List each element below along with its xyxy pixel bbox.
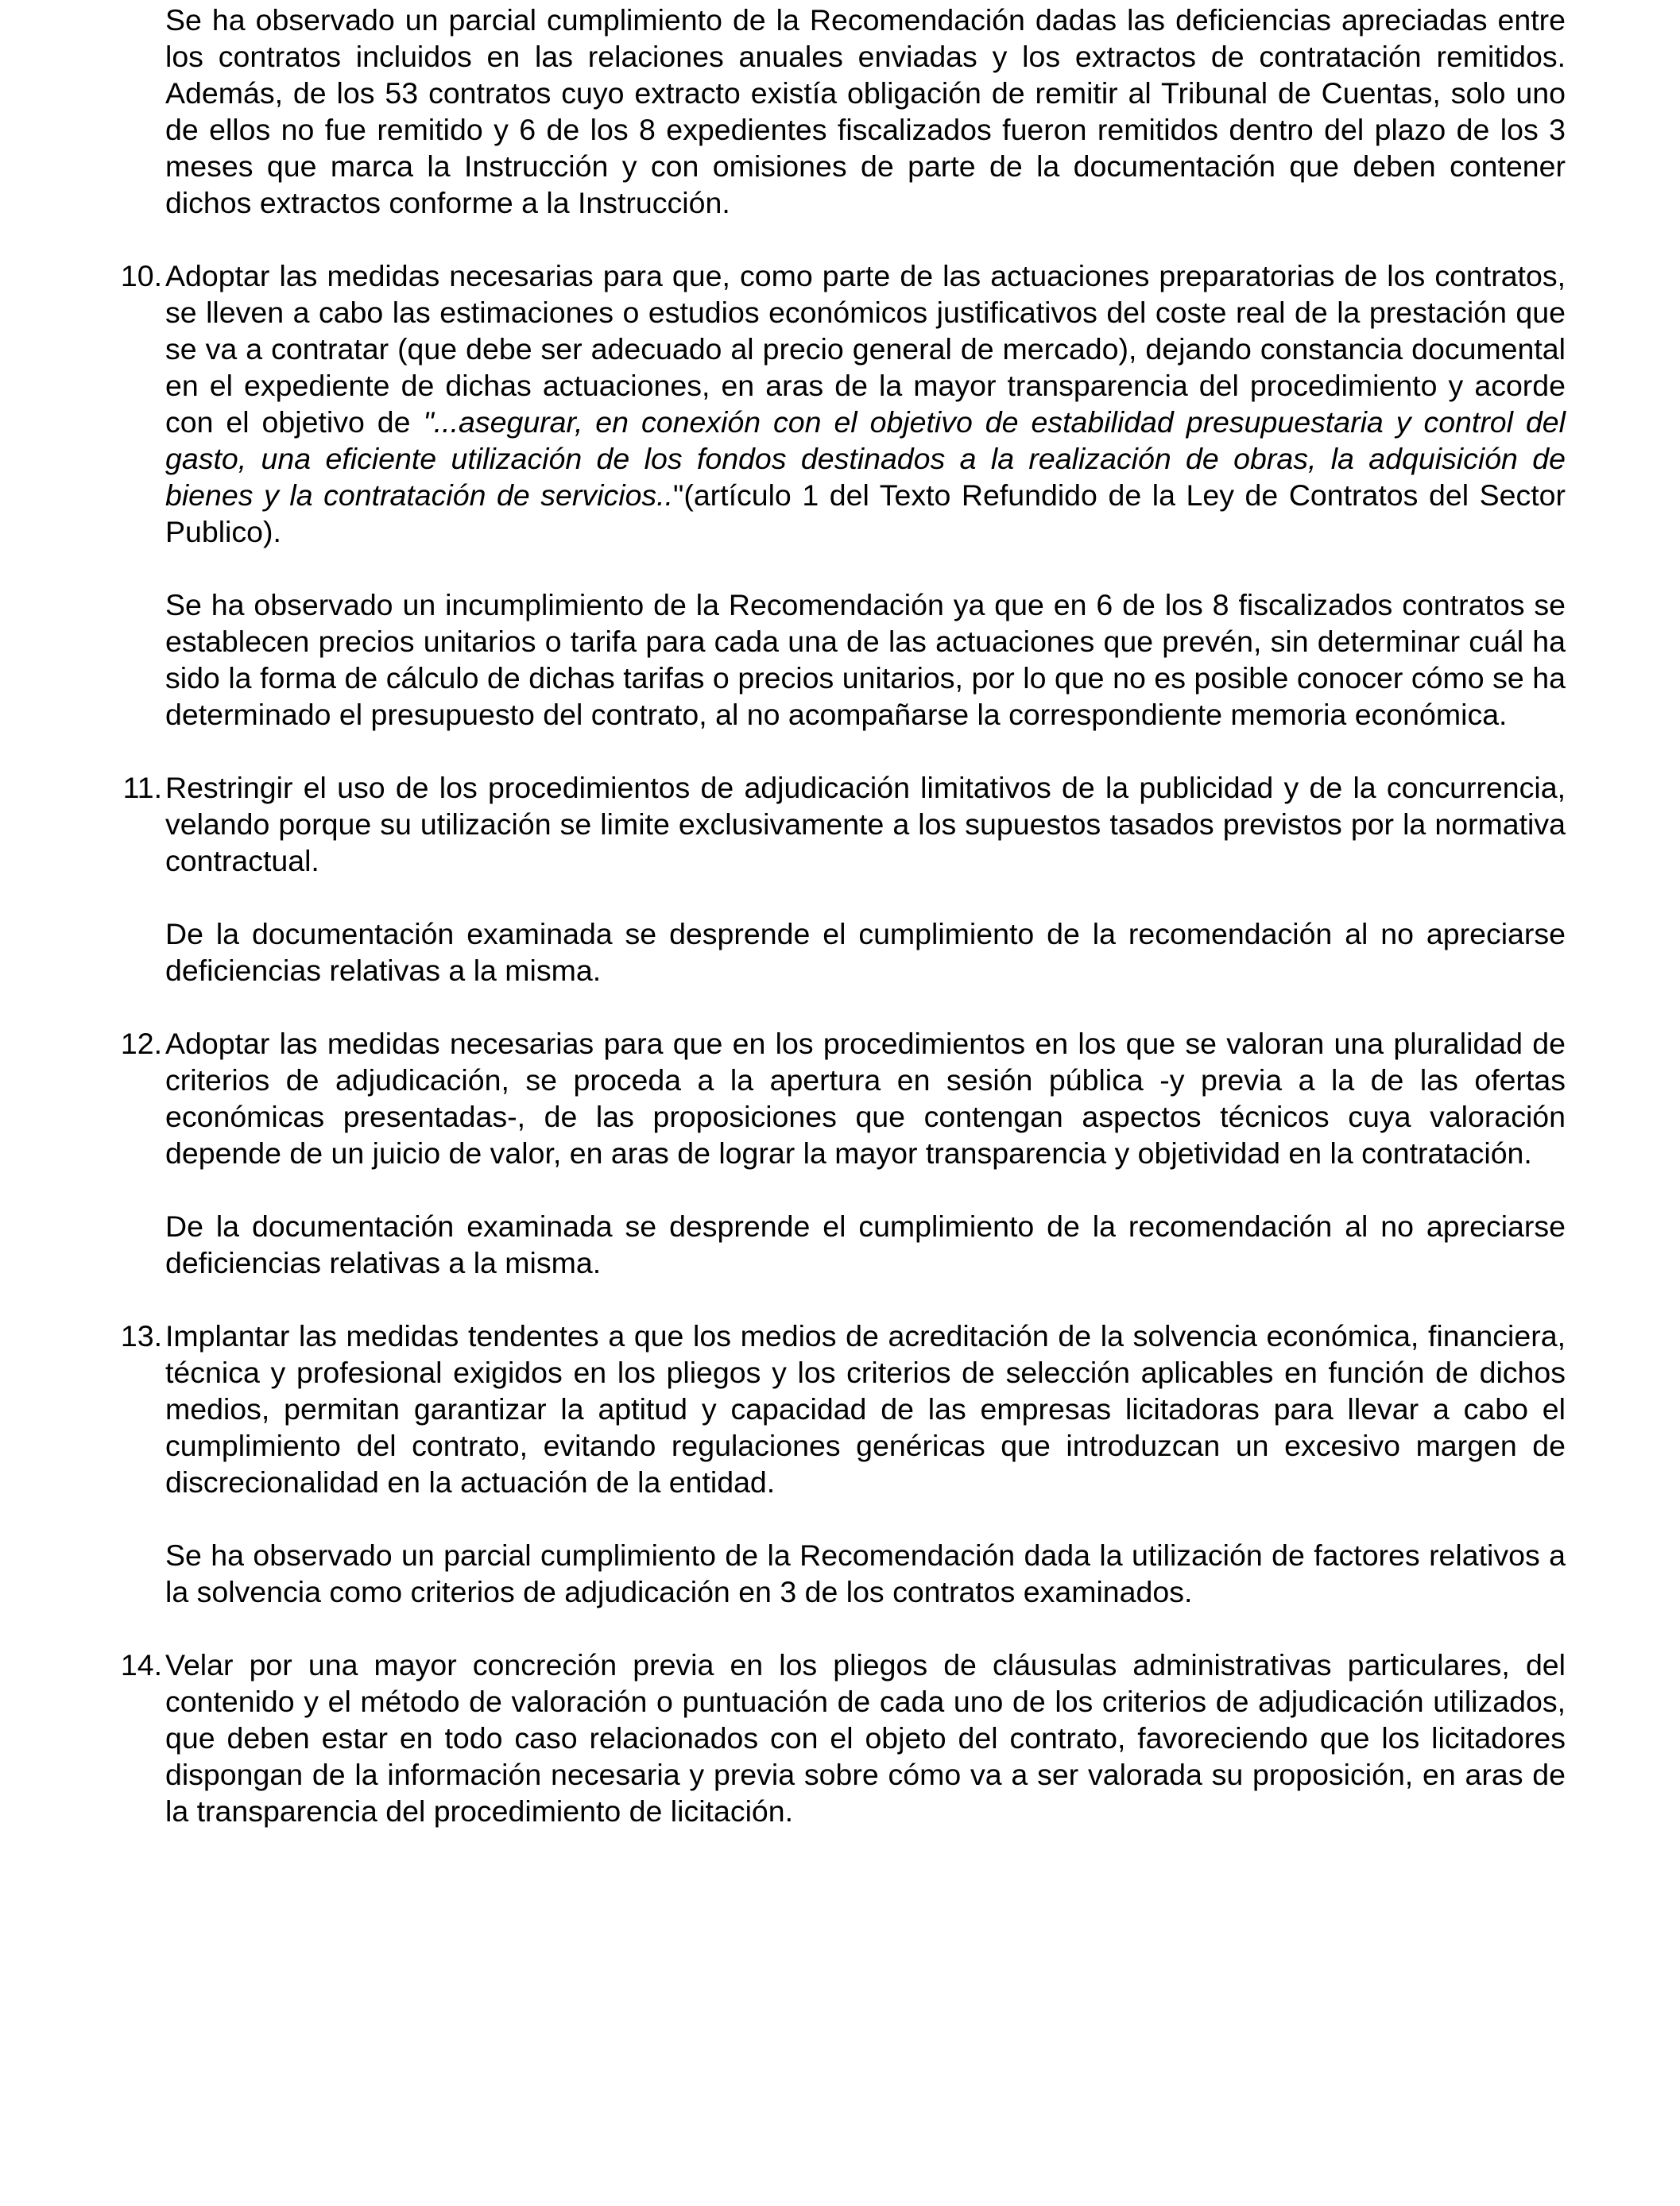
recommendation-text: Restringir el uso de los procedimientos de adjudicación limitativos de la publicidad y de la concurrencia, velando porque su utilización se limite exclusivamente a los supuestos tasados previstos por la normativa contractual. [165, 771, 1566, 877]
finding-13 [111, 1537, 1566, 1610]
recommendation-11 [111, 769, 1566, 879]
recommendation-10 [111, 257, 1566, 550]
document-body [111, 2, 1566, 1866]
finding-paragraph: Se ha observado un parcial cumplimiento de la Recomendación dadas las deficiencias apreciadas entre los contratos incluidos en las relaciones anuales enviadas y los extractos de contratación remitidos. Además, de los 53 contratos cuyo extracto existía obligación de remitir al Tribunal de Cuentas, solo uno de ellos no fue remitido y 6 de los 8 expedientes fiscalizados fueron remitidos dentro del plazo de los 3 meses que marca la Instrucción y con omisiones de parte de la documentación que deben contener dichos extractos conforme a la Instrucción. [165, 3, 1566, 219]
finding-paragraph: De la documentación examinada se desprende el cumplimiento de la recomendación al no apreciarse deficiencias relativas a la misma. [165, 917, 1566, 987]
recommendation-text: Velar por una mayor concreción previa en los pliegos de cláusulas administrativas particulares, del contenido y el método de valoración o puntuación de cada uno de los criterios de adjudicación utilizados, que deben estar en todo caso relacionados con el objeto del contrato, favoreciendo que los licitadores dispongan de la información necesaria y previa sobre cómo va a ser valorada su proposición, en aras de la transparencia del procedimiento de licitación. [165, 1648, 1566, 1828]
recommendation-text: Implantar las medidas tendentes a que los medios de acreditación de la solvencia económica, financiera, técnica y profesional exigidos en los pliegos y los criterios de selección aplicables en función de dichos medios, permitan garantizar la aptitud y capacidad de las empresas licitadoras para llevar a cabo el cumplimiento del contrato, evitando regulaciones genéricas que introduzcan un excesivo margen de discrecionalidad en la actuación de la entidad. [165, 1319, 1566, 1499]
finding-12 [111, 1208, 1566, 1281]
recommendation-text-part: "(artículo 1 del Texto Refundido de la Ley de Contratos del Sector Publico). [165, 478, 1566, 548]
recommendation-number: 11. [122, 771, 162, 804]
recommendation-13 [111, 1318, 1566, 1500]
finding-10 [111, 586, 1566, 733]
recommendation-text [165, 257, 1566, 550]
finding-11 [111, 915, 1566, 989]
recommendation-text: Adoptar las medidas necesarias para que en los procedimientos en los que se valoran una pluralidad de criterios de adjudicación, se proceda a la apertura en sesión pública -y previa a la de las ofertas económicas presentadas-, de las proposiciones que contengan aspectos técnicos cuya valoración depende de un juicio de valor, en aras de lograr la mayor transparencia y objetividad en la contratación. [165, 1027, 1566, 1170]
recommendation-number: 10. [120, 259, 162, 292]
recommendation-number: 14. [120, 1648, 162, 1682]
finding-paragraph: Se ha observado un parcial cumplimiento de la Recomendación dada la utilización de factores relativos a la solvencia como criterios de adjudicación en 3 de los contratos examinados. [165, 1538, 1566, 1608]
finding-paragraph: Se ha observado un incumplimiento de la Recomendación ya que en 6 de los 8 fiscalizados contratos se establecen precios unitarios o tarifa para cada una de las actuaciones que prevén, sin determinar cuál ha sido la forma de cálculo de dichas tarifas o precios unitarios, por lo que no es posible conocer cómo se ha determinado el presupuesto del contrato, al no acompañarse la correspondiente memoria económica. [165, 588, 1566, 731]
legal-quote: "...asegurar, en conexión con el objetivo de estabilidad presupuestaria y control del gasto, una eficiente utilización de los fondos destinados a la realización de obras, la adquisición de bienes y la contratación de servicios.. [165, 405, 1566, 512]
intro-finding [111, 2, 1566, 221]
recommendation-text-part: Adoptar las medidas necesarias para que, como parte de las actuaciones preparatorias de los contratos, se lleven a cabo las estimaciones o estudios económicos justificativos del coste real de la prestación que se va a contratar (que debe ser adecuado al precio general de mercado), dejando constancia documental en el expediente de dichas actuaciones, en aras de la mayor transparencia del procedimiento y acorde con el objetivo de [165, 259, 1566, 439]
finding-paragraph: De la documentación examinada se desprende el cumplimiento de la recomendación al no apreciarse deficiencias relativas a la misma. [165, 1209, 1566, 1279]
recommendation-number: 12. [120, 1027, 162, 1060]
recommendation-number: 13. [120, 1319, 162, 1353]
recommendation-14 [111, 1647, 1566, 1829]
recommendation-12 [111, 1025, 1566, 1171]
